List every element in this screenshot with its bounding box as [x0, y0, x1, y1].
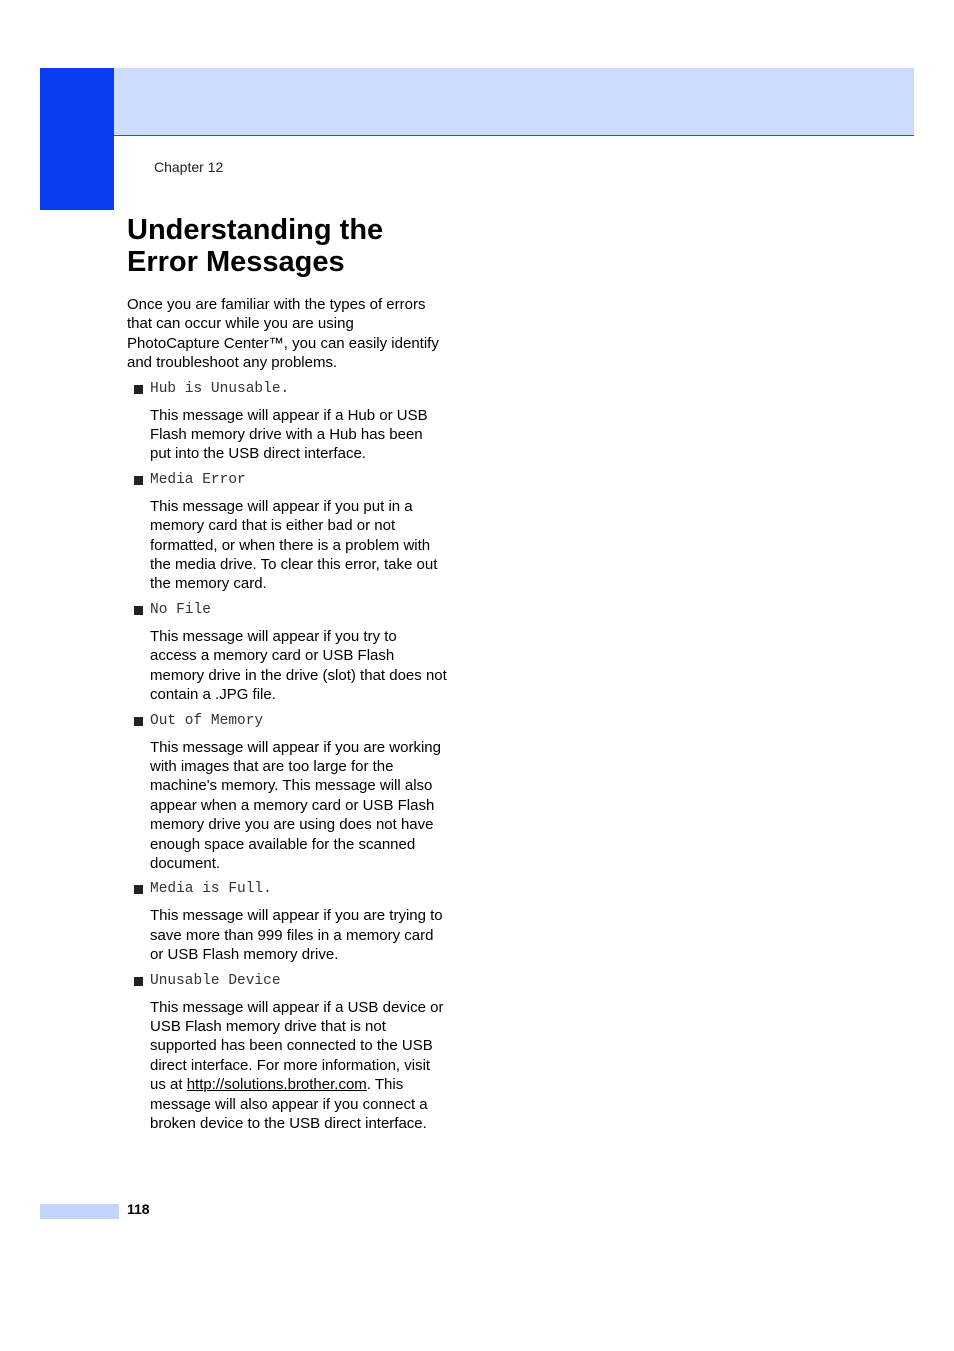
error-message-code-row [127, 601, 447, 620]
square-bullet-icon [134, 606, 143, 615]
footer-bar [40, 1204, 119, 1219]
error-message-code: Media Error [150, 471, 246, 488]
error-message-item [127, 601, 447, 705]
error-message-item [127, 380, 447, 464]
error-message-description: This message will appear if a Hub or USB Flash memory drive with a Hub has been put into the USB direct interface. [150, 406, 428, 463]
square-bullet-icon [134, 885, 143, 894]
error-message-item [127, 471, 447, 594]
error-message-item [127, 880, 447, 964]
error-message-description [150, 998, 447, 1134]
section-title-line1: Understanding the [127, 214, 384, 246]
square-bullet-icon [134, 717, 143, 726]
error-message-description: This message will appear if you are trying to save more than 999 files in a memory card or USB Flash memory drive. [150, 907, 443, 964]
main-content [127, 214, 447, 1133]
error-message-item [127, 972, 447, 1134]
error-message-item [127, 712, 447, 874]
header-band [114, 68, 914, 136]
error-message-code: Unusable Device [150, 972, 281, 989]
error-message-code-row [127, 880, 447, 899]
square-bullet-icon [134, 476, 143, 485]
error-message-code-row [127, 380, 447, 399]
chapter-side-tab [40, 68, 114, 210]
brother-solutions-link[interactable]: http://solutions.brother.com [186, 1076, 367, 1094]
error-message-code-row [127, 471, 447, 490]
error-message-code-row [127, 972, 447, 991]
error-message-description: This message will appear if you put in a memory card that is either bad or not formatted, or when there is a problem with the media drive. To clear this error, take out the memory card. [150, 497, 438, 593]
description-text-after-link: . This message will also appear if you connect a broken device to the USB direct interface. [150, 1076, 428, 1132]
error-message-code: Media is Full. [150, 881, 272, 898]
square-bullet-icon [134, 977, 143, 986]
error-message-code-row [127, 712, 447, 731]
section-title [127, 214, 447, 278]
error-message-code: No File [150, 601, 211, 618]
square-bullet-icon [134, 385, 143, 394]
page-number: 118 [127, 1201, 150, 1217]
error-message-description: This message will appear if you are working with images that are too large for the machine's memory. This message will also appear when a memory card or USB Flash memory drive you are using does not have enough space available for the scanned document. [150, 738, 441, 872]
intro-paragraph: Once you are familiar with the types of errors that can occur while you are using PhotoCapture Center™, you can easily identify and troubleshoot any problems. [127, 296, 439, 372]
error-message-code: Out of Memory [150, 712, 264, 729]
description-text-before-link: This message will appear if a USB device or USB Flash memory drive that is not supported has been connected to the USB direct interface. For more information, visit us at [150, 998, 444, 1094]
error-message-description: This message will appear if you try to access a memory card or USB Flash memory drive in the drive (slot) that does not contain a .JPG file. [150, 627, 447, 704]
error-message-code: Hub is Unusable. [150, 380, 290, 397]
section-title-line2: Error Messages [127, 246, 345, 278]
chapter-label: Chapter 12 [154, 159, 224, 175]
